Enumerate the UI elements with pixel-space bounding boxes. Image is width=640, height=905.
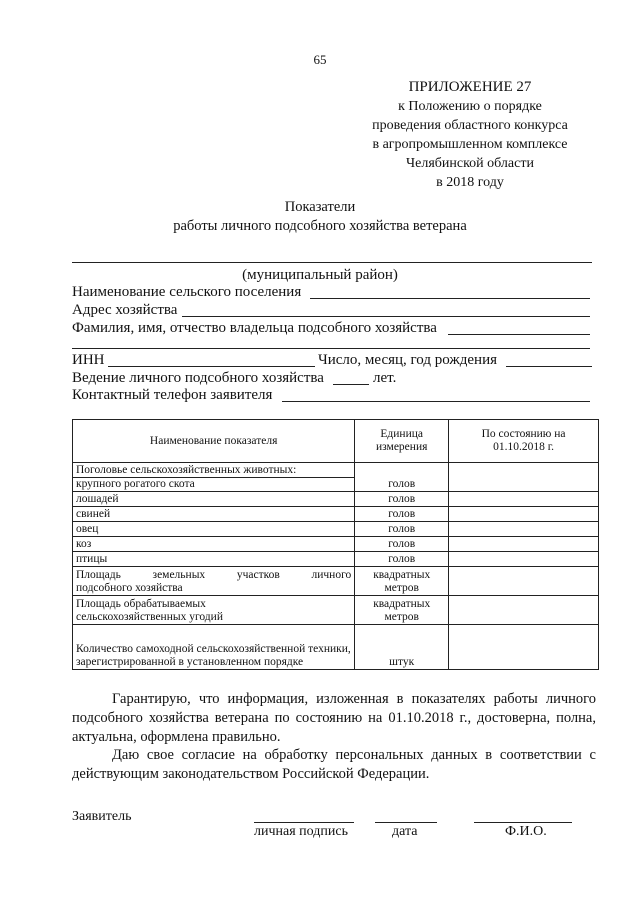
header-unit [355,420,449,463]
birth-date-label: Число, месяц, год рождения [318,352,497,368]
livestock-intro: Поголовье сельскохозяйственных животных: [73,464,354,478]
table-row [73,596,599,625]
date-caption: дата [392,824,418,839]
land-area-word: Площадь [76,569,121,581]
settlement-field[interactable] [310,298,590,299]
cultivated-line2: сельскохозяйственных угодий [76,611,223,623]
row-label: коз [73,537,355,552]
table-header-row [73,420,599,463]
name-field[interactable] [474,822,572,823]
unit-line: метров [384,611,419,623]
land-area-word: участков [236,569,280,581]
row-value-cell[interactable] [449,537,599,552]
appendix-line: Челябинской области [406,156,534,171]
table-row [73,492,599,507]
address-label: Адрес хозяйства [72,302,178,318]
table-row [73,463,599,492]
unit-line: квадратных [373,598,431,610]
table-row [73,552,599,567]
row-label: Количество самоходной сельскохозяйственной техники, зарегистрированной в установленном порядке [73,625,355,670]
row-unit: голов [355,552,449,567]
document-title-line2: работы личного подсобного хозяйства ветерана [173,218,467,234]
inn-label: ИНН [72,352,105,368]
years-suffix: лет. [373,370,397,386]
appendix-header [320,78,620,192]
header-unit-text: Единица измерения [376,428,428,453]
row-value-cell[interactable] [449,625,599,670]
appendix-line: проведения областного конкурса [372,118,568,133]
indicators-table [72,419,599,670]
row-label: лошадей [73,492,355,507]
unit-line: метров [384,582,419,594]
address-field[interactable] [182,316,590,317]
appendix-title: ПРИЛОЖЕНИЕ 27 [408,79,532,95]
row-value-cell[interactable] [449,463,599,492]
row-value-cell[interactable] [449,492,599,507]
row-value-cell[interactable] [449,596,599,625]
phone-field[interactable] [282,401,590,402]
signature-caption: личная подпись [254,824,348,839]
land-area-line2: подсобного хозяйства [76,582,183,594]
document-title [0,198,640,236]
land-area-word: земельных [152,569,206,581]
settlement-label: Наименование сельского поселения [72,284,302,300]
row-unit [355,596,449,625]
row-unit: голов [355,507,449,522]
table-row [73,537,599,552]
header-value-text: По состоянию на 01.10.2018 г. [481,428,566,453]
signature-field[interactable] [254,822,354,823]
row-value-cell[interactable] [449,552,599,567]
appendix-line: к Положению о порядке [398,99,542,114]
years-label: Ведение личного подсобного хозяйства [72,370,324,386]
appendix-line: в агропромышленном комплексе [372,137,568,152]
inn-field[interactable] [108,366,315,367]
row-unit: голов [355,537,449,552]
row-value-cell[interactable] [449,567,599,596]
row-unit [355,567,449,596]
date-field[interactable] [375,822,437,823]
row-label: овец [73,522,355,537]
row-unit: штук [355,625,449,670]
table-row [73,522,599,537]
page-number: 65 [313,52,327,67]
document-title-line1: Показатели [284,199,356,215]
header-indicator-name: Наименование показателя [73,420,355,463]
district-field[interactable] [72,262,592,263]
row-label: птицы [73,552,355,567]
row-name-land-area [73,567,355,596]
owner-label: Фамилия, имя, отчество владельца подсобного хозяйства [72,320,437,336]
table-row [73,507,599,522]
row-value-cell[interactable] [449,507,599,522]
row-name-cattle [73,463,355,492]
name-caption: Ф.И.О. [505,824,547,839]
row-label: свиней [73,507,355,522]
guarantee-paragraph: Гарантирую, что информация, изложенная в показателях работы личного подсобного хозяйства ветерана по состоянию на 01.10.2018 г., достоверна, полна, актуальна, оформлена правильно. [72,691,596,745]
appendix-line: в 2018 году [436,175,504,190]
row-value-cell[interactable] [449,522,599,537]
row-unit: голов [355,463,449,492]
table-row [73,625,599,670]
consent-paragraph: Даю свое согласие на обработку персональных данных в соответствии с действующим законодательством Российской Федерации. [72,747,596,782]
owner-field[interactable] [448,334,590,335]
applicant-label: Заявитель [72,809,132,824]
district-caption: (муниципальный район) [242,267,398,283]
header-value [449,420,599,463]
row-label: крупного рогатого скота [76,478,195,490]
land-area-word: личного [311,569,352,581]
table-row [73,567,599,596]
owner-field-continuation[interactable] [72,348,590,349]
unit-line: квадратных [373,569,431,581]
cultivated-line1: Площадь обрабатываемых [76,598,206,610]
row-name-cultivated-area [73,596,355,625]
years-field[interactable] [333,384,369,385]
phone-label: Контактный телефон заявителя [72,387,273,403]
row-unit: голов [355,522,449,537]
land-area-line1 [76,569,351,582]
birth-date-field[interactable] [506,366,592,367]
row-unit: голов [355,492,449,507]
